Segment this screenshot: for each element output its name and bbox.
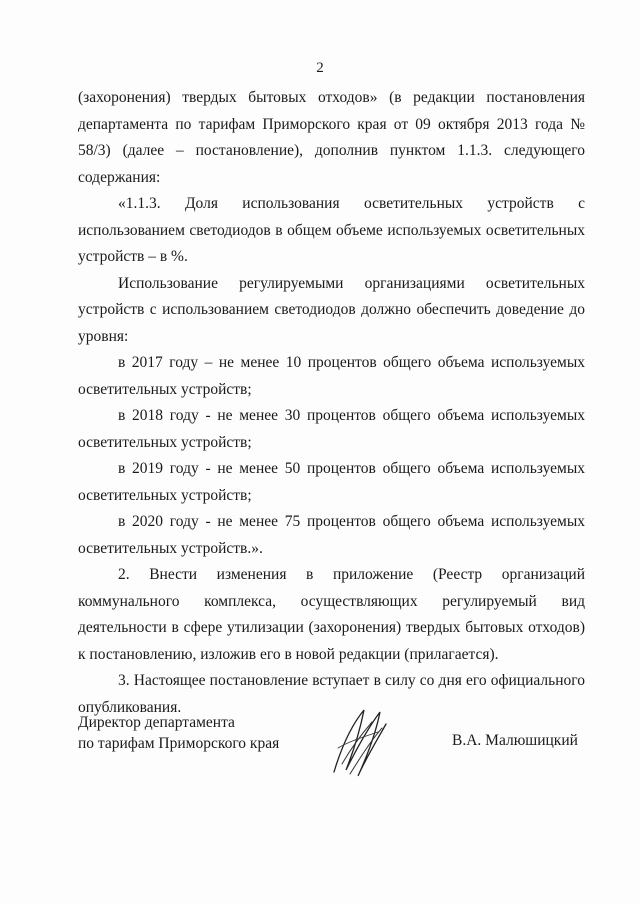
paragraph-item-3: 3. Настоящее постановление вступает в силу со дня его официального опубликования. [78, 672, 585, 716]
page-number: 2 [316, 60, 324, 76]
signatory-position-line-2: по тарифам Приморского края [78, 735, 280, 752]
paragraph-intro: (захоронения) твердых бытовых отходов» (в редакции постановления департамента по тарифам Приморского края от 09 октября 2013 года № 58/3) (далее – постановление), дополнив пунктом 1.1.3. следующего содержания: [78, 89, 585, 186]
paragraph-usage: Использование регулируемыми организациями осветительных устройств с использованием светодиодов должно обеспечить доведение до уровня: [78, 274, 585, 345]
paragraph-item-1-1-3: «1.1.3. Доля использования осветительных устройств с использованием светодиодов в общем объеме используемых осветительных устройств – в %. [78, 195, 585, 265]
paragraph-item-2: 2. Внести изменения в приложение (Реестр организаций коммунального комплекса, осуществляющих регулируемый вид деятельности в сфере утилизации (захоронения) твердых бытовых отходов) к постановлению, изложив его в новой редакции (прилагается). [78, 566, 585, 663]
paragraph-year-2018: в 2018 году - не менее 30 процентов общего объема используемых осветительных устройств; [78, 407, 585, 451]
document-body [78, 85, 585, 721]
signatory-name: В.А. Малюшицкий [452, 732, 578, 749]
paragraph-year-2017: в 2017 году – не менее 10 процентов общего объема используемых осветительных устройств; [78, 354, 585, 398]
handwritten-signature [320, 702, 400, 782]
signatory-position [78, 712, 279, 754]
signatory-position-line-1: Директор департамента [78, 714, 235, 731]
paragraph-year-2019: в 2019 году - не менее 50 процентов общего объема используемых осветительных устройств; [78, 460, 585, 504]
paragraph-year-2020: в 2020 году - не менее 75 процентов общего объема используемых осветительных устройств.». [78, 513, 585, 557]
